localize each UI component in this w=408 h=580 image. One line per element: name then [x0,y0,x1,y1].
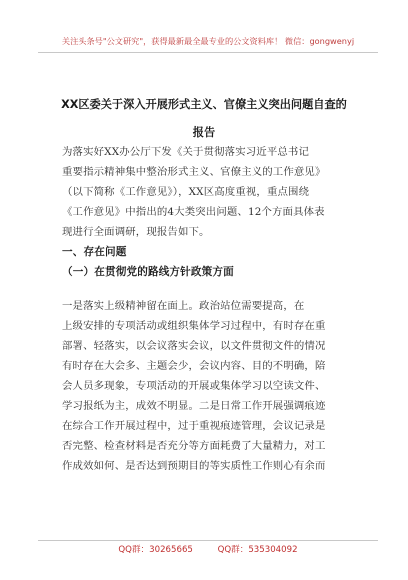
footer-banner [38,540,378,559]
paragraph-line: 否完整、检查材料是否充分等方面耗费了大量精力，对工 [62,440,326,452]
paragraph-line: 在综合工作开展过程中，过于重视痕迹管理，会议记录是 [62,420,326,432]
intro-paragraph [62,142,346,242]
paragraph-line: 部署、轻落实，以会议落实会议，以文件贯彻文件的情况 [62,340,326,352]
paragraph-line: 会人员多现象，专项活动的开展或集体学习以空读文件、 [62,380,326,392]
intro-line: 现进行全面调研，现报告如下。 [62,226,210,238]
subsection-heading: （一）在贯彻党的路线方针政策方面 [62,266,234,278]
document-title: XX区委关于深入开展形式主义、官僚主义突出问题自查的 [61,98,347,111]
intro-line: （以下简称《工作意见》），XX区高度重视，重点围绕 [62,186,310,198]
footer-qq-group-2: QQ群：535304092 [217,545,298,555]
section-heading: 一、存在问题 [62,246,127,258]
intro-line: 为落实好XX办公厅下发《关于贯彻落实习近平总书记 [62,146,309,158]
intro-line: 《工作意见》中指出的4大类突出问题、12个方面具体表 [62,206,325,218]
paragraph-line: 作成效如何、是否达到预期目的等实质性工作则心有余而 [62,460,326,472]
paragraph-line: 上级安排的专项活动或组织集体学习过程中，有时存在重 [62,320,326,332]
paragraph-line: 学习报纸为主，成效不明显。二是日常工作开展强调痕迹 [62,400,326,412]
paragraph-line: 有时存在大会多、主题会少，会议内容、目的不明确，陪 [62,360,326,372]
header-banner: 关注头条号"公文研究"，获得最新最全最专业的公文资料库！ 微信：gongwenyj [38,34,378,53]
body-paragraph [62,296,346,476]
document-title-continuation: 报告 [192,126,216,139]
intro-line: 重要指示精神集中整治形式主义、官僚主义的工作意见》 [62,166,326,178]
paragraph-line: 一是落实上级精神留在面上。政治站位需要提高，在 [62,300,305,312]
footer-qq-group-1: QQ群：30265665 [118,545,193,555]
